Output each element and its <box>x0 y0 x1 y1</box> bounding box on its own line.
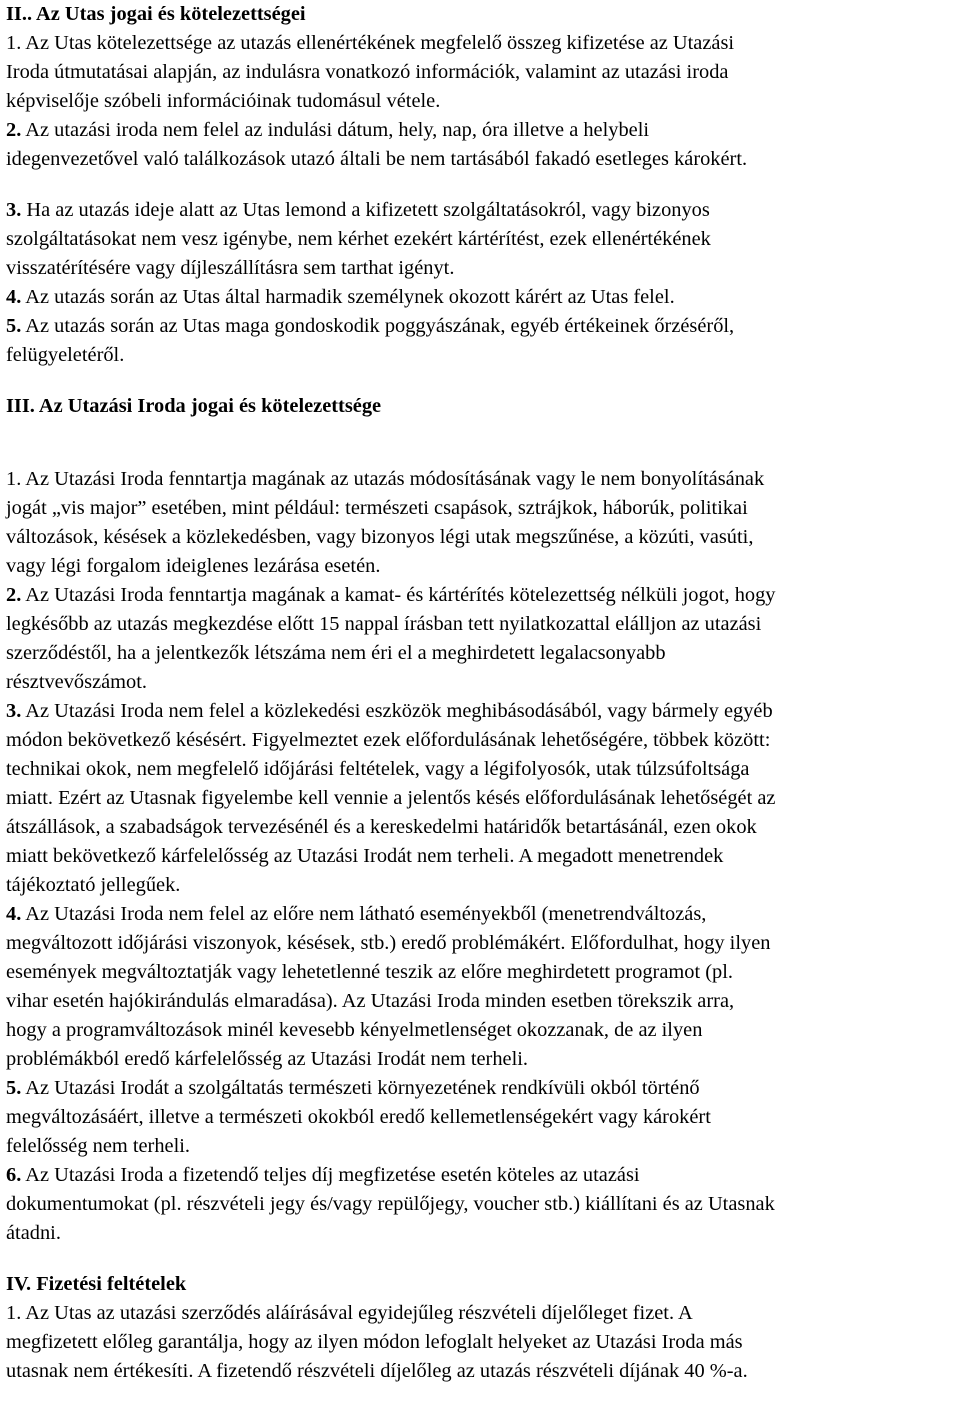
section-heading-3: III. Az Utazási Iroda jogai és kötelezettsége <box>6 395 382 417</box>
item-number: 6. <box>6 1164 22 1186</box>
item-text-line: legkésőbb az utazás megkezdése előtt 15 nappal írásban tett nyilatkozattal elálljon az utazási <box>6 613 762 635</box>
item-text-line: vagy légi forgalom ideiglenes lezárása esetén. <box>6 555 381 577</box>
item-text: Az Utas kötelezettsége az utazás ellenértékének megfelelő összeg kifizetése az Utazási <box>25 32 735 54</box>
item-text-line: résztvevőszámot. <box>6 671 147 693</box>
spacer <box>6 421 954 465</box>
item-text-line: technikai okok, nem megfelelő időjárási feltételek, vagy a légifolyosók, utak túlzsúfoltsága <box>6 758 750 780</box>
item-text-line: visszatérítésére vagy díjleszállításra sem tarthat igényt. <box>6 257 455 279</box>
item-number: 2. <box>6 584 22 606</box>
list-item <box>6 29 954 58</box>
list-item <box>6 1299 954 1328</box>
item-number: 1. <box>6 1302 22 1324</box>
list-item <box>6 312 954 341</box>
item-number: 2. <box>6 119 22 141</box>
list-item <box>6 1161 954 1190</box>
item-number: 1. <box>6 32 22 54</box>
item-text-line: megfizetett előleg garantálja, hogy az ilyen módon lefoglalt helyeket az Utazási Iroda más <box>6 1331 743 1353</box>
item-number: 4. <box>6 286 22 308</box>
item-text-line: problémákból eredő kárfelelősség az Utazási Irodát nem terheli. <box>6 1048 529 1070</box>
section-heading-2: II.. Az Utas jogai és kötelezettségei <box>6 3 306 25</box>
item-text: Az utazás során az Utas maga gondoskodik poggyászának, egyéb értékeinek őrzéséről, <box>25 315 735 337</box>
item-text-line: utasnak nem értékesíti. A fizetendő részvételi díjelőleg az utazás részvételi díjának 40 %-a. <box>6 1360 748 1382</box>
list-item <box>6 283 954 312</box>
item-text-line: szerződéstől, ha a jelentkezők létszáma nem éri el a meghirdetett legalacsonyabb <box>6 642 666 664</box>
item-text-line: Iroda útmutatásai alapján, az indulásra vonatkozó információk, valamint az utazási iroda <box>6 61 729 83</box>
item-text: Az Utazási Iroda fenntartja magának az utazás módosításának vagy le nem bonyolításának <box>25 468 765 490</box>
item-text-line: megváltozásáért, illetve a természeti okokból eredő kellemetlenségekért vagy károkért <box>6 1106 711 1128</box>
spacer <box>6 370 954 392</box>
section-heading-4: IV. Fizetési feltételek <box>6 1273 187 1295</box>
item-text: Az utazás során az Utas által harmadik személynek okozott kárért az Utas felel. <box>25 286 675 308</box>
item-number: 4. <box>6 903 22 925</box>
list-item <box>6 697 954 726</box>
item-text-line: események megváltoztatják vagy lehetetlenné teszik az előre meghirdetett programot (pl. <box>6 961 733 983</box>
item-text: Az Utazási Iroda a fizetendő teljes díj megfizetése esetén köteles az utazási <box>25 1164 640 1186</box>
item-text-line: miatt bekövetkező kárfelelősség az Utazási Irodát nem terheli. A megadott menetrendek <box>6 845 724 867</box>
item-text-line: felelősség nem terheli. <box>6 1135 191 1157</box>
spacer <box>6 174 954 196</box>
item-text-line: megváltozott időjárási viszonyok, késések, stb.) eredő problémákért. Előfordulhat, hogy ilyen <box>6 932 771 954</box>
item-text-line: idegenvezetővel való találkozások utazó általi be nem tartásából fakadó esetleges károkért. <box>6 148 748 170</box>
list-item <box>6 581 954 610</box>
list-item <box>6 1074 954 1103</box>
item-text-line: jogát „vis major” esetében, mint például: természeti csapások, sztrájkok, háborúk, politikai <box>6 497 748 519</box>
item-text: Az utazási iroda nem felel az indulási dátum, hely, nap, óra illetve a helybeli <box>25 119 650 141</box>
item-text: Az Utazási Irodát a szolgáltatás természeti környezetének rendkívüli okból történő <box>25 1077 700 1099</box>
list-item <box>6 465 954 494</box>
item-text-line: képviselője szóbeli információinak tudomásul vétele. <box>6 90 441 112</box>
item-number: 3. <box>6 700 22 722</box>
list-item <box>6 116 954 145</box>
list-item <box>6 196 954 225</box>
item-text-line: tájékoztató jellegűek. <box>6 874 181 896</box>
item-text: Az Utazási Iroda nem felel az előre nem látható eseményekből (menetrendváltozás, <box>25 903 707 925</box>
item-text: Az Utas az utazási szerződés aláírásával egyidejűleg részvételi díjelőleget fizet. A <box>25 1302 693 1324</box>
item-text-line: átszállások, a szabadságok tervezésénél és a kereskedelmi határidők betartásánál, ezen okok <box>6 816 757 838</box>
item-text-line: átadni. <box>6 1222 61 1244</box>
item-text: Az Utazási Iroda nem felel a közlekedési eszközök meghibásodásából, vagy bármely egyéb <box>25 700 773 722</box>
item-text: Ha az utazás ideje alatt az Utas lemond a kifizetett szolgáltatásokról, vagy bizonyos <box>26 199 710 221</box>
item-text-line: dokumentumokat (pl. részvételi jegy és/vagy repülőjegy, voucher stb.) kiállítani és az Utasnak <box>6 1193 775 1215</box>
item-number: 5. <box>6 315 22 337</box>
item-text-line: miatt. Ezért az Utasnak figyelembe kell vennie a jelentős késés előfordulásának lehetőségét az <box>6 787 776 809</box>
item-number: 1. <box>6 468 22 490</box>
item-text-line: módon bekövetkező késésért. Figyelmeztet ezek előfordulásának lehetőségére, többek között: <box>6 729 771 751</box>
item-text-line: hogy a programváltozások minél kevesebb kényelmetlenséget okozzanak, de az ilyen <box>6 1019 703 1041</box>
item-text-line: felügyeletéről. <box>6 344 125 366</box>
spacer <box>6 1248 954 1270</box>
item-text-line: szolgáltatásokat nem vesz igénybe, nem kérhet ezekért kártérítést, ezek ellenértékének <box>6 228 711 250</box>
item-text-line: változások, késések a közlekedésben, vagy bizonyos légi utak megszűnése, a közúti, vasúti, <box>6 526 754 548</box>
item-number: 5. <box>6 1077 22 1099</box>
item-number: 3. <box>6 199 22 221</box>
item-text-line: vihar esetén hajókirándulás elmaradása). Az Utazási Iroda minden esetben törekszik arra, <box>6 990 735 1012</box>
list-item <box>6 900 954 929</box>
item-text: Az Utazási Iroda fenntartja magának a kamat- és kártérítés kötelezettség nélküli jogot, hogy <box>25 584 776 606</box>
